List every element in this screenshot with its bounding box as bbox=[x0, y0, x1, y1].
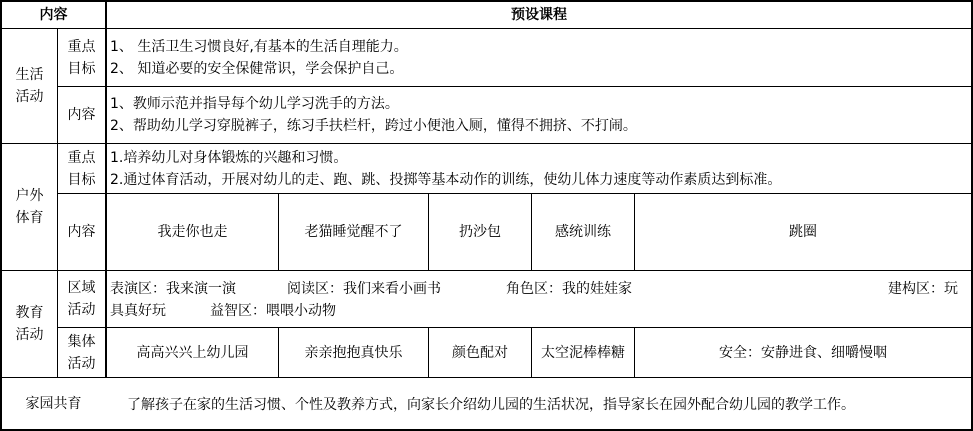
header-course: 预设课程 bbox=[511, 7, 567, 23]
outdoor-label: 户外 体育 bbox=[15, 188, 44, 226]
area-item: 具真好玩 bbox=[110, 303, 166, 319]
header-content: 内容 bbox=[39, 7, 68, 23]
outdoor-goal-line: 2.通过体育活动，开展对幼儿的走、跑、跳、投掷等基本动作的训练，使幼儿体力速度等动作素质达到标准。 bbox=[110, 171, 782, 188]
group-activity: 太空泥棒棒糖 bbox=[541, 344, 625, 361]
group-activity: 颜色配对 bbox=[452, 344, 508, 361]
group-activity: 亲亲抱抱真快乐 bbox=[304, 344, 403, 361]
outdoor-activity: 扔沙包 bbox=[459, 224, 501, 240]
life-content-label: 内容 bbox=[67, 107, 96, 123]
area-item: 益智区：喂喂小动物 bbox=[210, 303, 336, 319]
table-rule bbox=[105, 0, 107, 377]
life-contents bbox=[110, 87, 968, 143]
outdoor-goal-line: 1.培养幼儿对身体锻炼的兴趣和习惯。 bbox=[110, 149, 348, 166]
group-activity: 高高兴兴上幼儿园 bbox=[136, 344, 249, 361]
life-label: 生活 活动 bbox=[15, 67, 44, 105]
life-goal-line: 1、 生活卫生习惯良好,有基本的生活自理能力。 bbox=[110, 38, 408, 55]
group-activity-label: 集体 活动 bbox=[67, 333, 96, 372]
area-item: 表演区：我来演一演 bbox=[110, 281, 236, 297]
outdoor-activity: 感统训练 bbox=[555, 224, 611, 240]
life-content-line: 2、帮助幼儿学习穿脱裤子，练习手扶栏杆，跨过小便池入厕，懂得不拥挤、不打闹。 bbox=[110, 118, 637, 134]
home-label: 家园共育 bbox=[25, 395, 82, 412]
area-item: 角色区：我的娃娃家 bbox=[506, 281, 632, 297]
group-activity: 安全：安静进食、细嚼慢咽 bbox=[719, 344, 887, 361]
area-activities-line bbox=[110, 278, 970, 300]
area-item: 阅读区：我们来看小画书 bbox=[287, 281, 441, 297]
life-goals bbox=[110, 29, 968, 86]
outdoor-goals bbox=[110, 144, 968, 193]
outdoor-goal-label: 重点 目标 bbox=[67, 149, 96, 188]
home-text: 了解孩子在家的生活习惯、个性及教养方式，向家长介绍幼儿园的生活状况，指导家长在园外配合幼儿园的教学工作。 bbox=[127, 397, 855, 413]
table-rule bbox=[0, 377, 973, 378]
life-goal-line: 2、 知道必要的安全保健常识，学会保护自己。 bbox=[110, 60, 404, 77]
area-activity-label: 区域 活动 bbox=[67, 280, 96, 318]
life-content-line: 1、教师示范并指导每个幼儿学习洗手的方法。 bbox=[110, 96, 399, 112]
education-label: 教育 活动 bbox=[15, 305, 44, 343]
area-item: 建构区：玩 bbox=[888, 281, 958, 297]
outdoor-activity: 我走你也走 bbox=[157, 224, 228, 240]
table-rule bbox=[0, 270, 973, 271]
outdoor-content-label: 内容 bbox=[67, 224, 96, 240]
area-activities-line bbox=[110, 300, 970, 322]
outdoor-activity: 跳圈 bbox=[789, 224, 817, 240]
outdoor-activity: 老猫睡觉醒不了 bbox=[304, 224, 403, 240]
life-goal-label: 重点 目标 bbox=[67, 38, 96, 77]
